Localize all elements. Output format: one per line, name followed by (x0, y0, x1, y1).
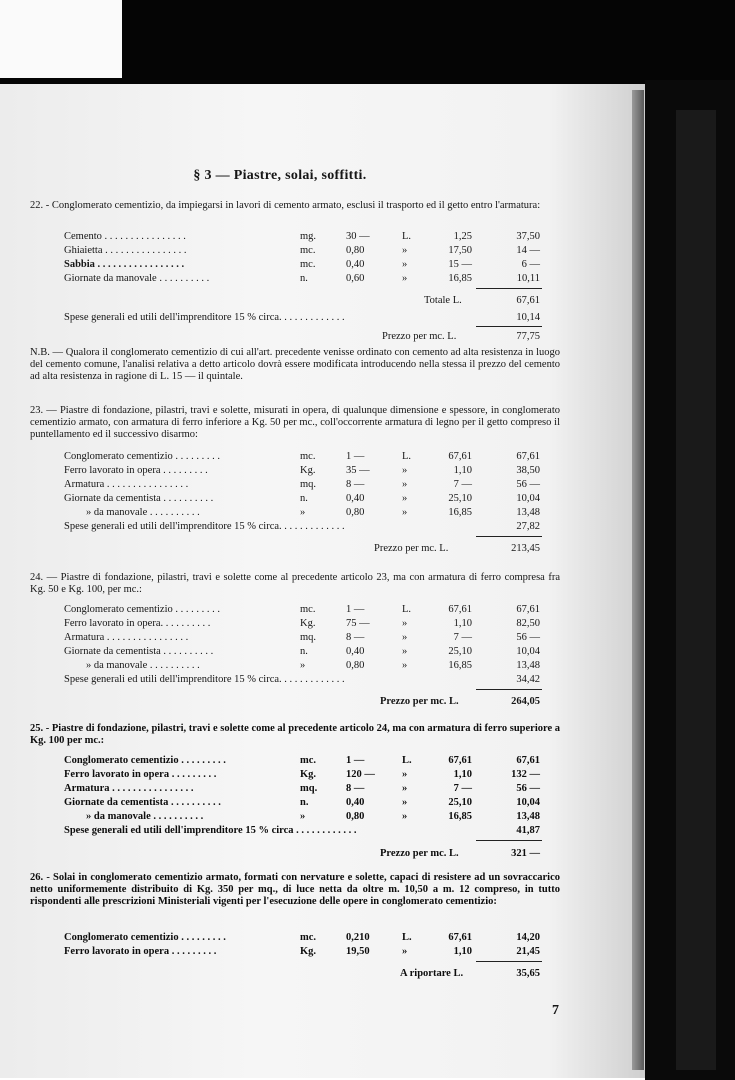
item-price: 25,10 (448, 493, 472, 504)
item-price: 1,10 (453, 618, 472, 629)
spese-label: Spese generali ed utili dell'imprenditore 15 % circa. . . . . . . . . . . . . (64, 312, 345, 323)
item-amount: 82,50 (516, 618, 540, 629)
table-row (64, 797, 564, 809)
totale-value: 67,61 (516, 295, 540, 306)
item-amount: 13,48 (516, 507, 540, 518)
prezzo-row (64, 331, 564, 343)
table-row (64, 946, 564, 958)
item-currency: » (402, 646, 408, 657)
item-currency: » (402, 797, 408, 808)
sum-rule (476, 536, 542, 537)
item-unit: mc. (300, 755, 317, 766)
item-currency: » (402, 245, 408, 256)
item-amount: 38,50 (516, 465, 540, 476)
riportare-label: A riportare L. (400, 968, 464, 979)
item-currency: » (402, 259, 408, 270)
item-qty: 0,80 (346, 507, 365, 518)
item-amount: 56 — (516, 479, 540, 490)
table-row (64, 632, 564, 644)
item-currency: » (402, 811, 408, 822)
item-currency: » (402, 946, 408, 957)
item-price: 15 — (448, 259, 472, 270)
spese-row (64, 312, 564, 324)
item-qty: 1 — (346, 451, 365, 462)
sum-rule (476, 288, 542, 289)
item-price: 1,10 (453, 769, 472, 780)
item-qty: 35 — (346, 465, 370, 476)
item-qty: 19,50 (346, 946, 370, 957)
table-row (64, 755, 564, 767)
spese-value: 34,42 (516, 674, 540, 685)
item-qty: 1 — (346, 604, 365, 615)
article-24-intro: 24. — Piastre di fondazione, pilastri, travi e solette come al precedente articolo 23, ma con armatura di ferro compresa fra Kg. 50 e Kg. 100, per mc.: (30, 572, 560, 595)
item-currency: » (402, 273, 408, 284)
table-row (64, 245, 564, 257)
item-label: » da manovale . . . . . . . . . . (86, 811, 204, 822)
totale-row (64, 295, 564, 307)
table-row (64, 783, 564, 795)
table-row (64, 811, 564, 823)
item-price: 16,85 (448, 507, 472, 518)
item-qty: 1 — (346, 755, 365, 766)
item-qty: 0,40 (346, 259, 365, 270)
item-label: Ferro lavorato in opera . . . . . . . . . (64, 769, 217, 780)
item-currency: L. (402, 231, 412, 242)
item-label: » da manovale . . . . . . . . . . (86, 660, 200, 671)
article-26-intro: 26. - Solai in conglomerato cementizio armato, formati con nervature e solette, capaci di resistere ad un sovraccarico netto uniformemente distribuito di Kg. 350 per mq., di luce netta da oltre m. 10,50 a m. 12 compreso, in tutto rispondenti alle prescrizioni Ministeriali vigenti per l'esecuzione delle opere in conglomerato cementizio: (30, 872, 560, 907)
item-label: Ferro lavorato in opera. . . . . . . . . . (64, 618, 211, 629)
item-unit: » (300, 507, 306, 518)
item-price: 7 — (453, 479, 472, 490)
table-row (64, 769, 564, 781)
item-price: 1,10 (453, 465, 472, 476)
sum-rule (476, 961, 542, 962)
article-23-intro: 23. — Piastre di fondazione, pilastri, travi e solette, misurati in opera, di qualunque dimensione e spessore, in conglomerato cementizio armato, con armatura di ferro inferiore a Kg. 50 per mc., coll'occorrente armatura di legno per il getto compreso il puntellamento ed il successivo disarmo: (30, 405, 560, 440)
item-label: Armatura . . . . . . . . . . . . . . . . (64, 479, 189, 490)
item-price: 1,10 (453, 946, 472, 957)
item-label: Conglomerato cementizio . . . . . . . . . (64, 604, 221, 615)
item-amount: 132 — (511, 769, 540, 780)
item-amount: 21,45 (516, 946, 540, 957)
item-unit: n. (300, 273, 308, 284)
table-row (64, 932, 564, 944)
item-price: 7 — (453, 783, 472, 794)
table-row (64, 451, 564, 463)
item-price: 1,25 (453, 231, 472, 242)
section-heading: § 3 — Piastre, solai, soffitti. (193, 168, 367, 183)
item-label: Giornate da cementista . . . . . . . . . . (64, 646, 214, 657)
item-qty: 120 — (346, 769, 375, 780)
item-price: 16,85 (448, 273, 472, 284)
item-amount: 56 — (516, 632, 540, 643)
item-price: 16,85 (448, 811, 472, 822)
item-label: Giornate da cementista . . . . . . . . . . (64, 797, 221, 808)
item-currency: L. (402, 755, 412, 766)
item-unit: mc. (300, 259, 316, 270)
item-unit: mc. (300, 245, 316, 256)
item-currency: » (402, 632, 408, 643)
item-currency: L. (402, 451, 412, 462)
item-amount: 10,04 (516, 797, 540, 808)
item-qty: 8 — (346, 479, 365, 490)
spese-label: Spese generali ed utili dell'imprenditore 15 % circa . . . . . . . . . . . . (64, 825, 357, 836)
item-price: 25,10 (448, 797, 472, 808)
item-currency: L. (402, 932, 412, 943)
item-currency: » (402, 769, 408, 780)
spese-label: Spese generali ed utili dell'imprenditore 15 % circa. . . . . . . . . . . . . (64, 674, 345, 685)
table-row (64, 618, 564, 630)
item-currency: » (402, 465, 408, 476)
item-price: 67,61 (448, 932, 472, 943)
item-qty: 8 — (346, 783, 365, 794)
item-price: 16,85 (448, 660, 472, 671)
item-currency: » (402, 493, 408, 504)
item-label: Ferro lavorato in opera . . . . . . . . . (64, 465, 208, 476)
item-unit: Kg. (300, 618, 316, 629)
spese-row (64, 521, 564, 533)
table-row (64, 646, 564, 658)
spese-row (64, 674, 564, 686)
item-price: 67,61 (448, 755, 472, 766)
item-label: Ghiaietta . . . . . . . . . . . . . . . . (64, 245, 187, 256)
table-row (64, 465, 564, 477)
item-label: Giornate da cementista . . . . . . . . . . (64, 493, 214, 504)
item-amount: 13,48 (516, 660, 540, 671)
item-price: 67,61 (448, 604, 472, 615)
item-price: 17,50 (448, 245, 472, 256)
item-label: Ferro lavorato in opera . . . . . . . . . (64, 946, 217, 957)
table-row (64, 273, 564, 285)
prezzo-value: 321 — (511, 848, 540, 859)
item-qty: 0,210 (346, 932, 370, 943)
item-amount: 37,50 (516, 231, 540, 242)
item-amount: 14,20 (516, 932, 540, 943)
prezzo-row (64, 848, 564, 860)
item-unit: n. (300, 493, 308, 504)
item-amount: 13,48 (516, 811, 540, 822)
prezzo-row (64, 696, 564, 708)
spese-value: 10,14 (516, 312, 540, 323)
article-25-intro: 25. - Piastre di fondazione, pilastri, travi e solette come al precedente articolo 24, ma con armatura di ferro superiore a Kg. 100 per mc.: (30, 723, 560, 746)
table-row (64, 507, 564, 519)
item-qty: 0,40 (346, 797, 365, 808)
item-amount: 56 — (516, 783, 540, 794)
item-amount: 10,11 (516, 273, 540, 284)
item-amount: 67,61 (516, 755, 540, 766)
prezzo-label: Prezzo per mc. L. (374, 543, 449, 554)
item-qty: 8 — (346, 632, 365, 643)
item-unit: mq. (300, 479, 317, 490)
sum-rule (476, 689, 542, 690)
item-qty: 0,80 (346, 811, 365, 822)
item-amount: 67,61 (516, 604, 540, 615)
item-currency: » (402, 660, 408, 671)
table-row (64, 259, 564, 271)
item-unit: mc. (300, 451, 316, 462)
item-unit: mc. (300, 604, 316, 615)
prezzo-value: 264,05 (511, 696, 540, 707)
item-label: Armatura . . . . . . . . . . . . . . . . (64, 783, 194, 794)
item-label: » da manovale . . . . . . . . . . (86, 507, 200, 518)
totale-label: Totale L. (424, 295, 462, 306)
item-price: 67,61 (448, 451, 472, 462)
item-qty: 30 — (346, 231, 370, 242)
table-row (64, 479, 564, 491)
item-currency: » (402, 618, 408, 629)
item-qty: 75 — (346, 618, 370, 629)
item-qty: 0,80 (346, 660, 365, 671)
table-row (64, 231, 564, 243)
item-price: 7 — (453, 632, 472, 643)
item-unit: Kg. (300, 946, 317, 957)
item-amount: 10,04 (516, 646, 540, 657)
article-22-intro: 22. - Conglomerato cementizio, da impiegarsi in lavori di cemento armato, esclusi il trasporto ed il getto entro l'armatura: (30, 200, 541, 211)
item-unit: mg. (300, 231, 317, 242)
item-amount: 67,61 (516, 451, 540, 462)
table-row (64, 660, 564, 672)
item-unit: mq. (300, 783, 318, 794)
item-unit: Kg. (300, 769, 317, 780)
riportare-value: 35,65 (516, 968, 540, 979)
prezzo-value: 77,75 (516, 331, 540, 342)
nota-bene: N.B. — Qualora il conglomerato cementizio di cui all'art. precedente venisse ordinato con cemento ad alta resistenza in luogo del cemento comune, l'analisi relativa a detto articolo dovrà essere modificata introducendo nella stessa il prezzo del cemento ad alta resistenza in ragione di L. 15 — il quintale. (30, 347, 560, 382)
item-label: Armatura . . . . . . . . . . . . . . . . (64, 632, 189, 643)
item-currency: » (402, 479, 408, 490)
item-unit: » (300, 660, 306, 671)
spese-label: Spese generali ed utili dell'imprenditore 15 % circa. . . . . . . . . . . . . (64, 521, 345, 532)
spese-value: 41,87 (516, 825, 540, 836)
item-unit: » (300, 811, 306, 822)
spese-row (64, 825, 564, 837)
sum-rule (476, 840, 542, 841)
prezzo-value: 213,45 (511, 543, 540, 554)
item-label: Sabbia . . . . . . . . . . . . . . . . . (64, 259, 185, 270)
item-currency: » (402, 783, 408, 794)
item-qty: 0,80 (346, 245, 365, 256)
prezzo-label: Prezzo per mc. L. (380, 696, 459, 707)
item-unit: n. (300, 797, 309, 808)
item-label: Giornate da manovale . . . . . . . . . . (64, 273, 210, 284)
prezzo-row (64, 543, 564, 555)
sum-rule (476, 326, 542, 327)
item-unit: mq. (300, 632, 317, 643)
item-label: Conglomerato cementizio . . . . . . . . . (64, 932, 226, 943)
table-row (64, 493, 564, 505)
item-qty: 0,60 (346, 273, 365, 284)
item-label: Conglomerato cementizio . . . . . . . . . (64, 451, 221, 462)
page-number: 7 (552, 1003, 559, 1018)
item-unit: n. (300, 646, 308, 657)
item-qty: 0,40 (346, 646, 365, 657)
item-price: 25,10 (448, 646, 472, 657)
prezzo-label: Prezzo per mc. L. (382, 331, 457, 342)
item-unit: Kg. (300, 465, 316, 476)
riportare-row (64, 968, 564, 980)
item-currency: » (402, 507, 408, 518)
table-row (64, 604, 564, 616)
item-qty: 0,40 (346, 493, 365, 504)
item-currency: L. (402, 604, 412, 615)
item-amount: 14 — (516, 245, 540, 256)
spese-value: 27,82 (516, 521, 540, 532)
item-label: Cemento . . . . . . . . . . . . . . . . (64, 231, 186, 242)
prezzo-label: Prezzo per mc. L. (380, 848, 459, 859)
item-label: Conglomerato cementizio . . . . . . . . . (64, 755, 226, 766)
item-amount: 6 — (521, 259, 540, 270)
item-amount: 10,04 (516, 493, 540, 504)
item-unit: mc. (300, 932, 317, 943)
adjacent-page-strip (676, 110, 716, 1070)
